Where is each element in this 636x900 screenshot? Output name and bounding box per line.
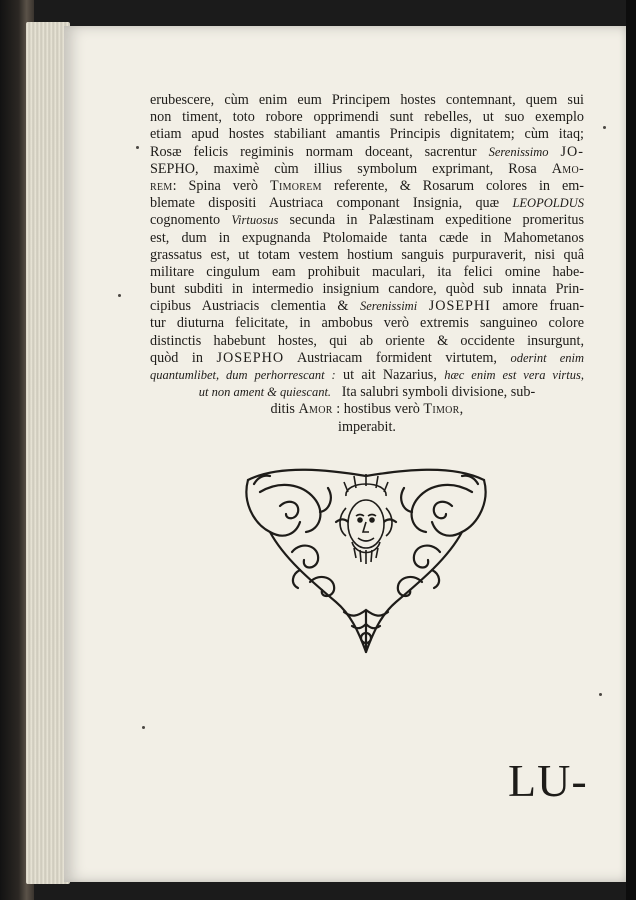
ink-speck — [142, 726, 145, 729]
text-line-18: ut non ament & quiescant. Ita salubri symboli divisione, sub- — [198, 384, 536, 401]
ink-speck — [136, 146, 139, 149]
catchword: LU- — [508, 755, 588, 806]
text-line-13: cipibus Austriacis clementia & Serenissimi JOSEPHI amore fruan- — [150, 298, 585, 315]
text-line-6: rem: Spina verò Timorem referente, & Rosarum colores in em- — [150, 177, 585, 194]
book-page — [64, 26, 626, 882]
text-line-4: Rosæ felicis regiminis normam doceant, sacrentur Serenissimo JO- — [150, 143, 585, 160]
ink-speck — [599, 693, 602, 696]
text-line-15: distinctis habebunt hostes, qui ab oriente & occidente insurgunt, — [150, 332, 584, 349]
ink-speck — [118, 294, 121, 297]
text-line-2: non timent, toto robore opprimendi sunt rebelles, ut suo exemplo — [150, 109, 584, 126]
text-line-1: erubescere, cùm enim eum Principem hostes contemnant, quem sui — [150, 92, 584, 108]
text-line-12: bunt subditi in intermedio insignium candore, quòd sub innata Prin- — [150, 281, 584, 298]
text-line-16: quòd in JOSEPHO Austriacam formident virtutem, oderint enim — [150, 349, 584, 366]
text-line-19: ditis Amor : hostibus verò Timor, — [270, 401, 464, 418]
text-line-8: cognomento Virtuosus secunda in Palæstinam expeditione promeritus — [150, 212, 585, 229]
text-line-11: militare cingulum eam prohibuit maculari, ita felici omine habe- — [150, 263, 584, 280]
text-line-7: blemate dispositi Austriaca componant Insignia, quæ LEOPOLDUS — [150, 195, 584, 212]
text-line-20: imperabit. — [338, 418, 396, 435]
text-line-10: grassatus est, ut totam vestem hostium sanguis purpuraverit, nisi quâ — [150, 246, 584, 263]
text-line-5: SEPHO, maximè cùm illius symbolum exprimant, Rosa Amo- — [150, 160, 584, 177]
body-text — [150, 92, 584, 436]
text-line-14: tur diuturna felicitate, in ambobus verò extremis sanguineo colore — [150, 315, 584, 332]
right-dark-edge — [626, 0, 636, 900]
text-line-9: est, dum in expugnanda Ptolomaide tanta cæde in Mahometanos — [150, 229, 584, 246]
text-line-17: quantumlibet, dum perhorrescant : ut ait Nazarius, hæc enim est vera virtus, — [150, 367, 585, 383]
ink-speck — [603, 126, 606, 129]
grotesque-mask-ornament — [240, 462, 492, 658]
text-line-3: etiam apud hostes stabiliant amantis Principis dignitatem; cùm itaq; — [150, 126, 584, 143]
